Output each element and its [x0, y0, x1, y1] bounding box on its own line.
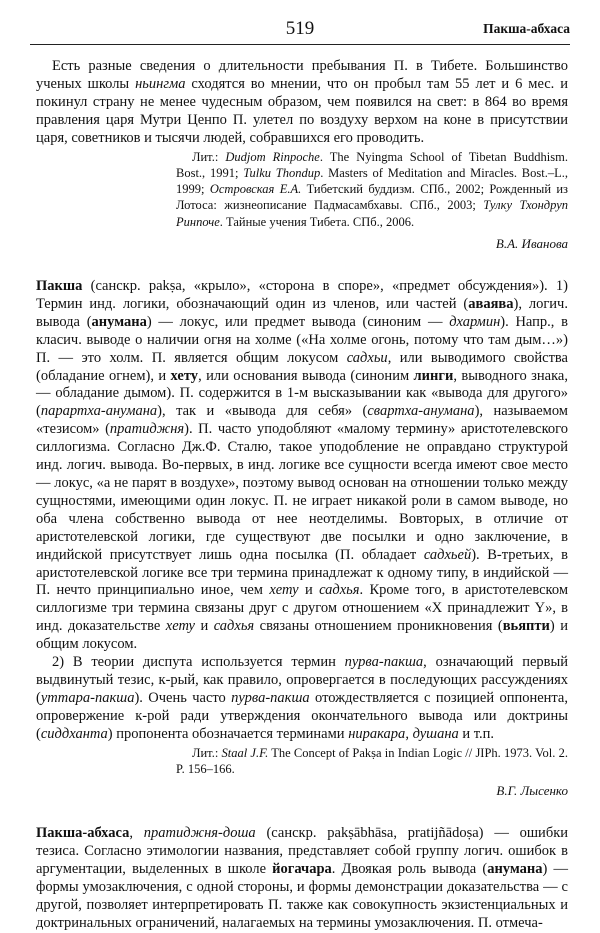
italic-term: пратиджня-доша	[143, 825, 256, 842]
paragraph: 2) В теории диспута используется термин пурва-пакша, означающий первый выдвинутый тезис, к-рый, как правило, опровергается в последующих рассуждениях (уттара-пакша). Очень часто пурва-пакша отождествляется с позицией оппонента, опровержение к-рой ради утверждения окончательного вывода или доктрины (сиддханта) пропонента обозначается терминами ниракара, душана и т.п.	[36, 654, 568, 742]
entry-paragraph: Пакша (санскр. pakṣa, «крыло», «сторона в споре», «предмет обсуждения»). 1) Термин инд. логики, обозначающий один из членов, или частей (аваява), логич. вывода (анумана) — локус, или предмет вывода (синоним — дхармин). Напр., в класич. выводе о наличии огня на холме («На холме огонь, потому что там дым…») П. — это холм. П. является общим локусом садхьи, или выводимого свойства (обладание огнем), и хету, или основания вывода (синоним линги, выводного знака, — обладание дымом). П. содержится в 1-м высказывании как «вывода для другого» (парартха-анумана), так и «вывода для себя» (свартха-анумана), называемом «тезисом» (пратиджня). П. часто уподобляют «малому термину» аристотелевского силлогизма. Согласно Дж.Ф. Сталю, такое уподобление не оправдано структурой инд. логич. вывода. Во-первых, в инд. логике все сущности всегда имеют свое место — локус, «а не парят в воздухе», поэтому вывод основан на отношении только между сущностями, имеющими один локус. П. не играет никакой роли в самом выводе, но оба члена собственно вывода от нее неотделимы. Вовторых, в отличие от аристотелевской логики, где существуют две посылки и одно заключение, в индийской присутствует лишь одна посылка (П. обладает садхьей). В-третьих, в аристотелевской логике все три термина принадлежат к одному типу, в индийской — П. нечто принципиально иное, чем хету и садхья. Кроме того, в аристотелевском силлогизме три термина связаны друг с другом отношением «X принадлежит Y», в инд. доказательстве хету и садхья связаны отношением проникновения (вьяпти) и общим локусом.	[36, 278, 569, 653]
italic-term: Staal J.F.	[221, 745, 269, 760]
italic-term: ньингма	[135, 75, 186, 92]
italic-term: свартха-анумана	[367, 403, 475, 420]
italic-term: пурва-пакша	[231, 689, 310, 706]
italic-term: пурва-пакша	[344, 654, 424, 671]
italic-term: сиддханта	[40, 725, 108, 742]
bold-term: аваява	[468, 295, 514, 312]
italic-term: парартха-анумана	[40, 403, 158, 420]
article-author: В.Г. Лысенко	[496, 783, 568, 799]
article-author: В.А. Иванова	[495, 236, 568, 252]
italic-term: дхармин	[449, 313, 501, 330]
italic-term: садхьи	[346, 349, 388, 366]
bold-term: Пакша	[36, 278, 83, 295]
italic-term: Островская Е.А.	[209, 182, 302, 197]
italic-term: пратиджня	[109, 421, 185, 438]
italic-term: хету	[165, 618, 195, 635]
italic-term: Dudjom Rinpoche	[225, 149, 320, 164]
running-head: Пакша-абхаса	[483, 21, 570, 36]
entry-paragraph: Пакша-абхаса, пратиджня-доша (санскр. pakṣābhāsa, pratijñādoṣa) — ошибки тезиса. Согласно этимологии названия, представляет собой группу логич. ошибок в аргументации, выделенных в школе йогачара. Двоякая роль вывода (анумана) — формы умозаключения, с одной стороны, и формы демонстрации доказательства — с другой, позволяет интерпретировать П. также как совокупность экзистенциальных и доктринальных ограничений, налагаемых на термины умозаключения. П. отмеча-	[36, 825, 569, 931]
italic-term: садхья	[213, 618, 255, 635]
article-paksha-abhasa	[36, 825, 568, 932]
bold-term: вьяпти	[502, 618, 550, 635]
references: Лит.: Dudjom Rinpoche. The Nyingma School of Tibetan Buddhism. Bost., 1991; Tulku Thondup. Masters of Meditation and Miracles. Bost.–L., 1999; Островская Е.А. Тибетский буддизм. СПб., 2002; Рожденный из Лотоса: жизнеописание Падмасамбхавы. СПб., 2003; Тулку Тхондруп Ринпоче. Тайные учения Тибета. СПб., 2006.	[176, 149, 568, 229]
page-body	[36, 58, 568, 933]
bold-term: линги	[413, 367, 454, 384]
bold-term: анумана	[487, 860, 543, 877]
page-header	[30, 18, 570, 45]
article-paksha	[36, 278, 568, 800]
italic-term: ниракара	[348, 725, 406, 742]
italic-term: уттара-пакша	[40, 689, 135, 706]
italic-term: садхьей	[423, 546, 472, 563]
italic-term: Тулку Тхондруп Ринпоче	[176, 198, 568, 229]
bold-term: йогачара	[272, 860, 332, 877]
bold-term: хету	[170, 367, 199, 384]
italic-term: Tulku Thondup	[243, 165, 321, 180]
bold-term: Пакша-абхаса	[36, 825, 130, 842]
italic-term: садхья	[319, 582, 360, 599]
italic-term: душана	[412, 725, 459, 742]
bold-term: анумана	[91, 313, 147, 330]
italic-term: хету	[269, 582, 299, 599]
paragraph: Есть разные сведения о длительности пребывания П. в Тибете. Большинство ученых школы ньингма сходятся во мнении, что он пробыл там 55 лет и 6 мес. и покинул страну не менее чудесным образом, чем появился на свет: в 864 во время правления царя Мутри Ценпо П. улетел по воздуху верхом на коне в присутствии царя, советников и тысячи людей, собравшихся его проводить.	[36, 58, 568, 146]
page-number: 519	[285, 18, 315, 39]
article-padmasambhava-end	[36, 58, 568, 253]
references: Лит.: Staal J.F. The Concept of Pakṣa in Indian Logic // JIPh. 1973. Vol. 2. P. 156–166.	[176, 745, 568, 776]
